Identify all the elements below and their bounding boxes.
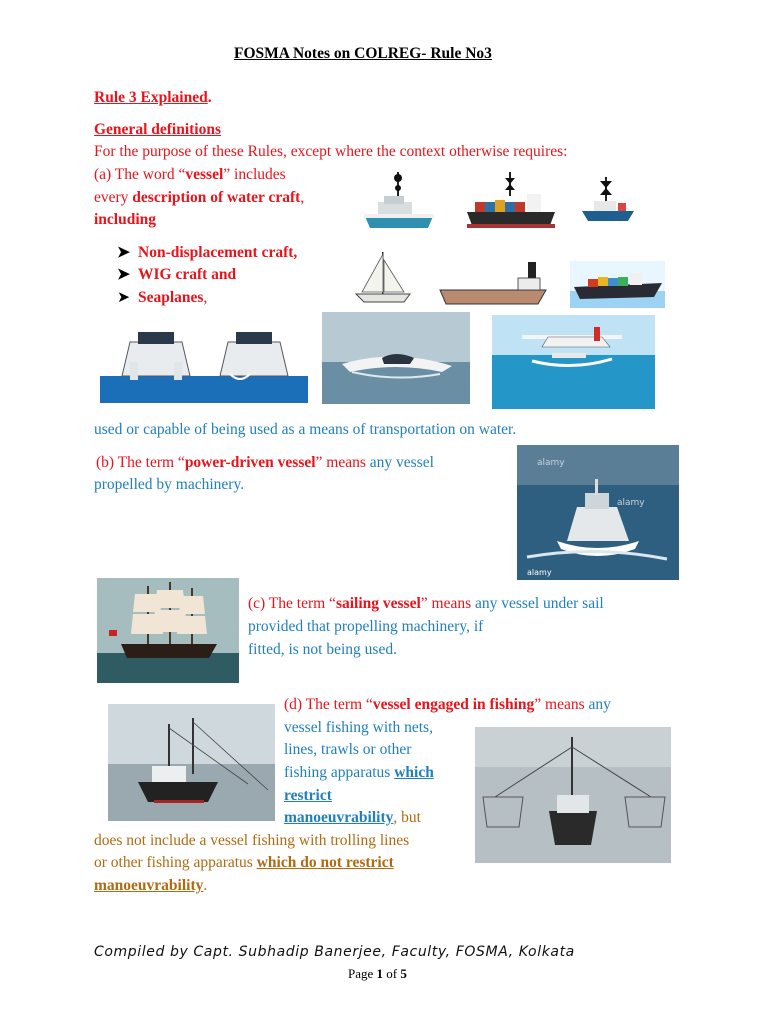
wig-craft-image [322,312,470,404]
def-d-line9: manoeuvrability. [94,877,208,894]
power-driven-vessel-image [517,445,679,580]
def-b-line2: propelled by machinery. [94,476,245,493]
vessel-image-trawler [578,175,638,225]
def-d-line8: or other fishing apparatus which do not restrict [94,854,394,871]
def-a-line3: including [94,211,157,228]
page-title: FOSMA Notes on COLREG- Rule No3 [234,45,492,62]
bullet-item: ➤ WIG craft and [117,266,237,283]
page-number: Page 1 of 5 [348,966,407,981]
sailing-vessel-image [97,578,239,683]
vessel-image-sailboat [352,250,414,308]
def-c-line3: fitted, is not being used. [248,641,397,658]
bullet-item: ➤ Seaplanes, [117,289,208,306]
def-a-tail: used or capable of being used as a means of transportation on water. [94,421,517,438]
arrow-bullet-icon: ➤ [117,289,130,306]
fishing-vessel-image [108,704,275,821]
def-d-line3: lines, trawls or other [284,741,412,758]
intro-text: For the purpose of these Rules, except where the context otherwise requires: [94,143,568,160]
section-subtitle: General definitions [94,121,222,138]
bullet-item: ➤ Non-displacement craft, [117,244,298,261]
def-d-line1: (d) The term “vessel engaged in fishing” means any [284,696,611,713]
watermark-text: alamy [527,568,552,577]
vessel-image-container-ship [465,172,557,232]
def-c-line2: provided that propelling machinery, if [248,618,484,635]
arrow-bullet-icon: ➤ [117,266,130,283]
section-title: Rule 3 Explained. [94,89,212,106]
def-d-line5: restrict [284,787,332,804]
watermark-text: alamy [537,458,565,468]
def-c-line1: (c) The term “sailing vessel” means any vessel under sail [248,595,604,612]
vessel-image-patrol [360,170,438,232]
hovercraft-image [100,318,308,403]
footer-credit: Compiled by Capt. Subhadip Banerjee, Faculty, FOSMA, Kolkata [94,944,575,960]
def-a-line2: every description of water craft, [94,189,305,206]
arrow-bullet-icon: ➤ [117,244,130,261]
seaplane-image [492,315,655,409]
def-d-line4: fishing apparatus which [284,764,434,781]
def-d-line6: manoeuvrability, but [284,809,421,826]
def-a-line1: (a) The word “vessel” includes [94,166,286,183]
watermark-text: alamy [617,498,645,508]
vessel-image-cargo-ship [570,261,665,308]
trawler-nets-image [475,727,671,863]
def-b-line1: (b) The term “power-driven vessel” means any vessel [96,454,434,471]
def-d-line2: vessel fishing with nets, [284,719,433,736]
def-d-line7: does not include a vessel fishing with trolling lines [94,832,410,849]
vessel-image-tanker [438,262,548,308]
